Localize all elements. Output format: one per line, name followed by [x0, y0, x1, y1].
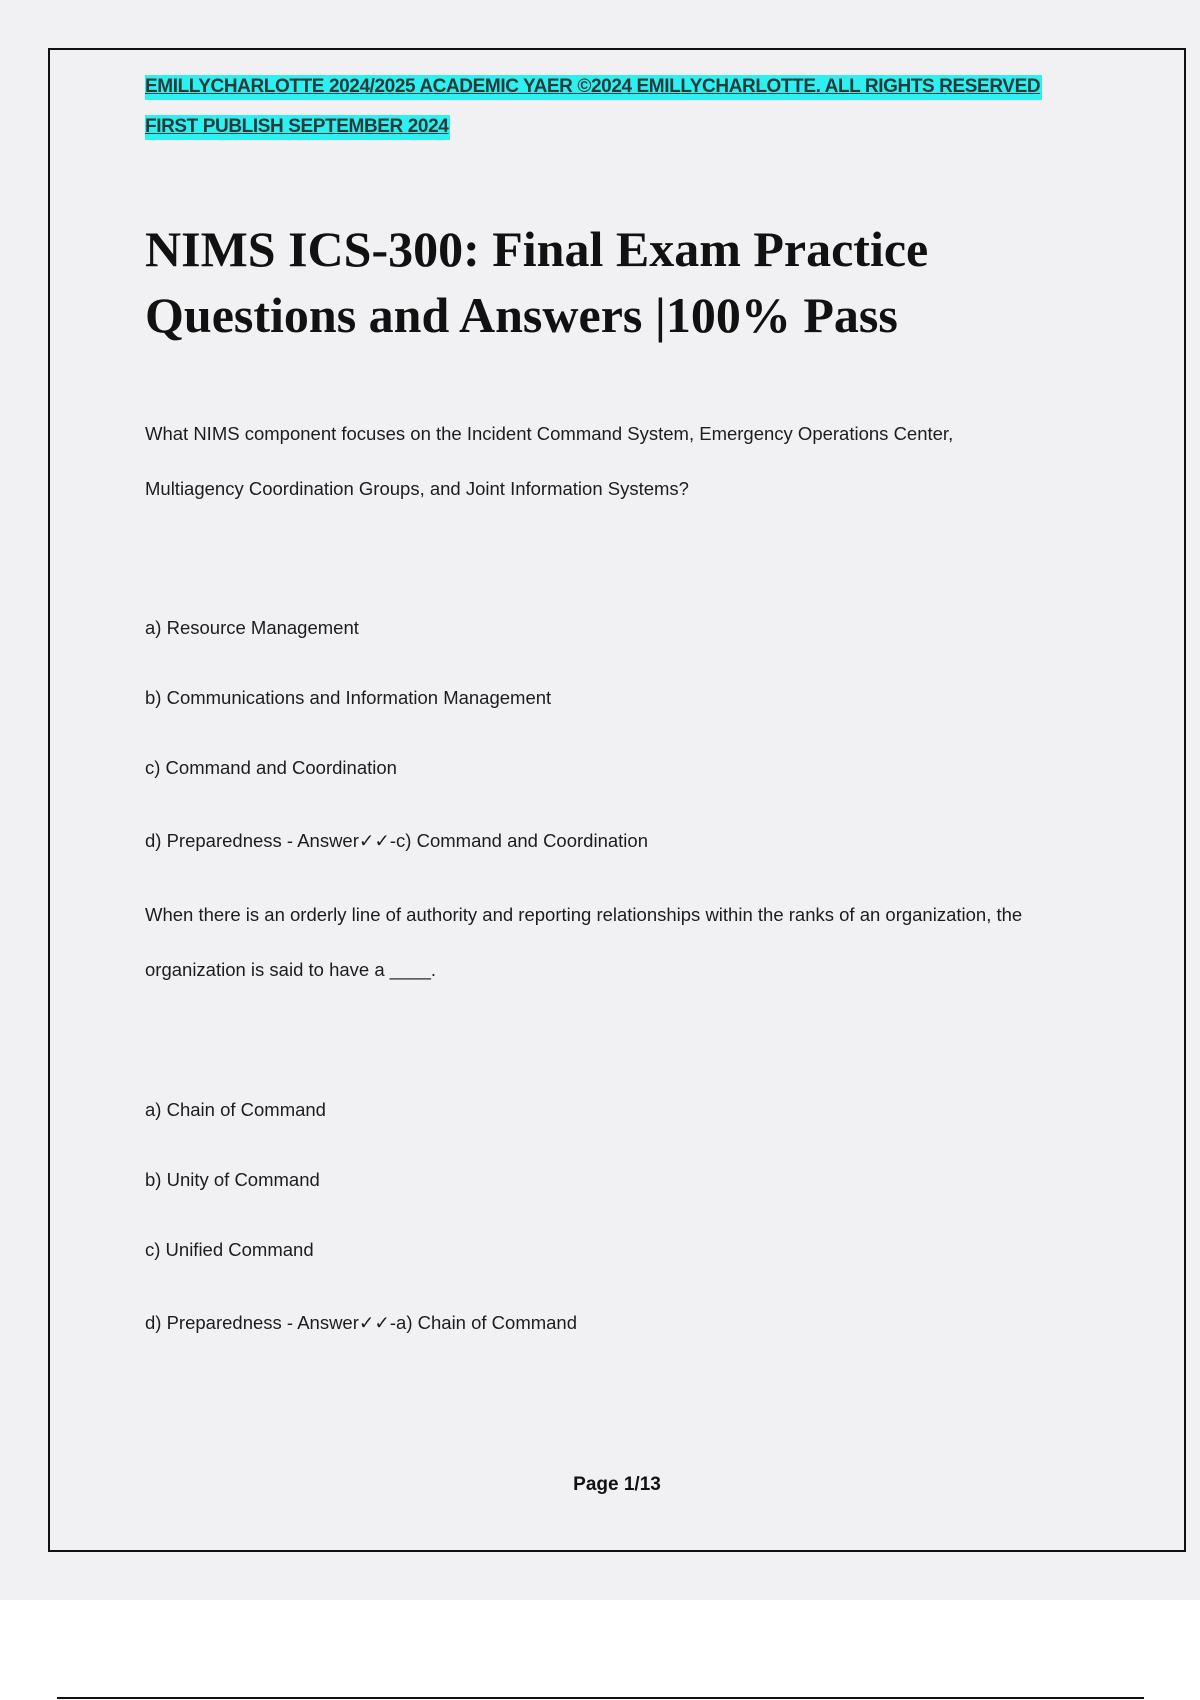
page-number: Page 1/13	[573, 1474, 661, 1495]
next-page-rule	[57, 1697, 1144, 1699]
question-2-prompt: When there is an orderly line of authority and reporting relationships within the ranks of an organization, the organization is said to have a ____.	[145, 904, 1023, 980]
document-title: NIMS ICS-300: Final Exam Practice Questions and Answers |100% Pass	[145, 221, 929, 343]
header-copyright-line: EMILLYCHARLOTTE 2024/2025 ACADEMIC YAER ©2024 EMILLYCHARLOTTE. ALL RIGHTS RESERVED	[145, 75, 1042, 100]
question-1-option-d-answer: d) Preparedness - Answer✓✓-c) Command and Coordination	[145, 830, 648, 851]
question-2-option-a: a) Chain of Command	[145, 1099, 326, 1120]
question-1-option-a: a) Resource Management	[145, 617, 359, 638]
question-1-option-c: c) Command and Coordination	[145, 757, 397, 778]
question-2-option-b: b) Unity of Command	[145, 1169, 320, 1190]
header-publish-line: FIRST PUBLISH SEPTEMBER 2024	[145, 115, 450, 140]
question-1-option-b: b) Communications and Information Management	[145, 687, 552, 708]
question-1-prompt: What NIMS component focuses on the Incident Command System, Emergency Operations Center, Multiagency Coordination Groups, and Joint Information Systems?	[145, 423, 954, 499]
question-2-option-d-answer: d) Preparedness - Answer✓✓-a) Chain of Command	[145, 1312, 578, 1333]
question-2-option-c: c) Unified Command	[145, 1239, 314, 1260]
